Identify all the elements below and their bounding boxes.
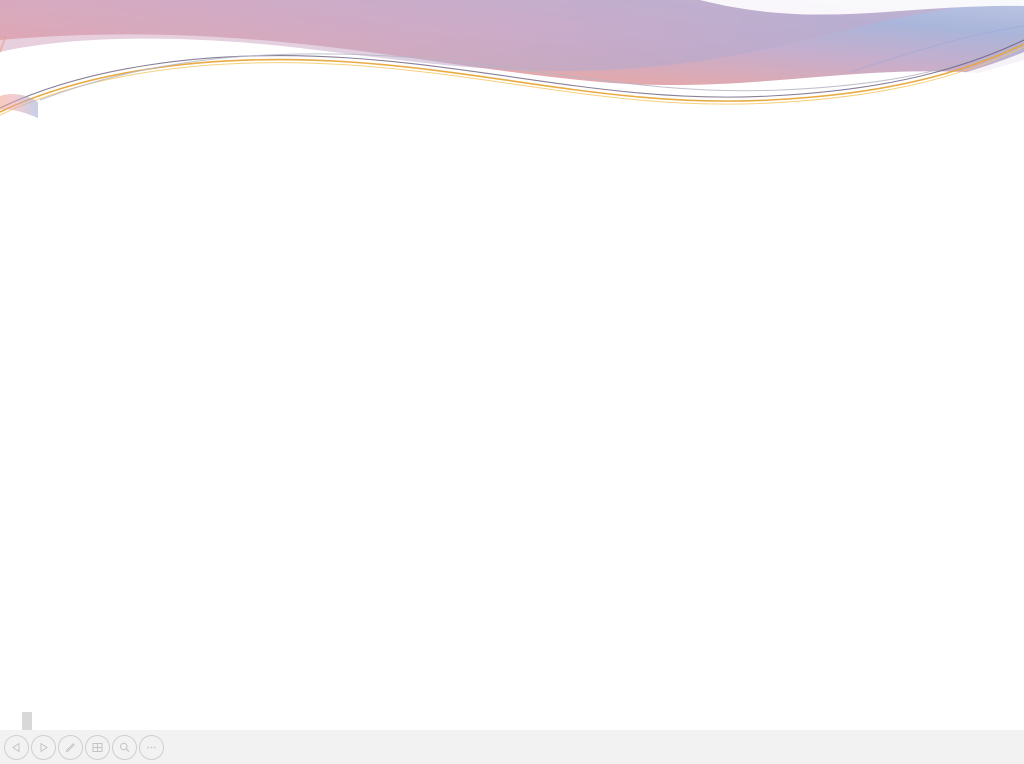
triangle-left-icon: [11, 742, 22, 753]
next-slide-button[interactable]: [31, 735, 56, 760]
decorative-swoosh-graphic: [0, 0, 1024, 130]
ellipsis-icon: [145, 741, 158, 754]
pen-icon: [64, 741, 77, 754]
slide-content-area: [0, 118, 1024, 730]
presentation-toolbar: [0, 730, 1024, 764]
more-options-button[interactable]: [139, 735, 164, 760]
slide-decoration-banner: [0, 0, 1024, 130]
magnifier-icon: [118, 741, 131, 754]
triangle-right-icon: [38, 742, 49, 753]
pen-tool-button[interactable]: [58, 735, 83, 760]
previous-slide-button[interactable]: [4, 735, 29, 760]
grid-icon: [91, 741, 104, 754]
slide-grid-button[interactable]: [85, 735, 110, 760]
zoom-button[interactable]: [112, 735, 137, 760]
